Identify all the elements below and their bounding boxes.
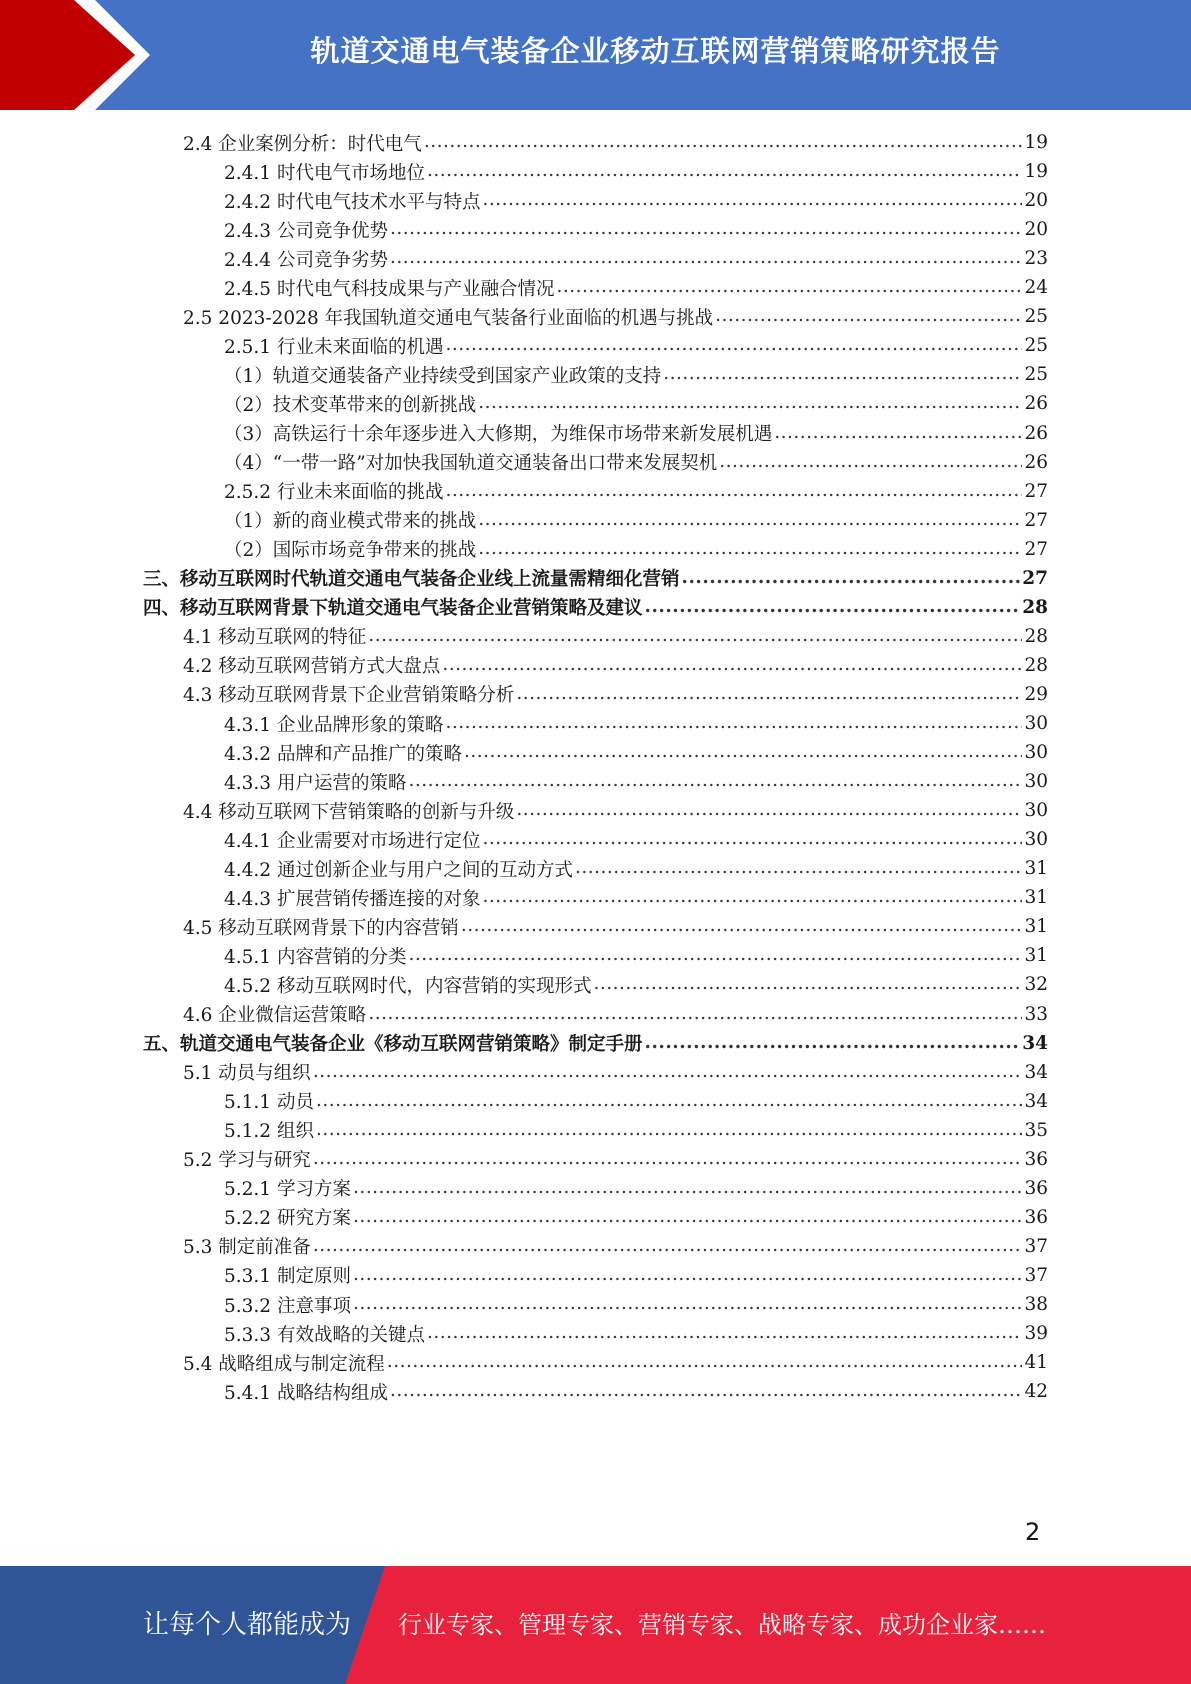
toc-entry-page: 20	[1024, 190, 1048, 212]
toc-entry-title: 五、轨道交通电气装备企业《移动互联网营销策略》制定手册	[143, 1034, 643, 1056]
toc-entry-title: 2.4.1 时代电气市场地位	[224, 162, 425, 184]
toc-dot-leader	[424, 127, 1023, 158]
toc-entry-title: 4.3 移动互联网背景下企业营销策略分析	[183, 685, 515, 707]
toc-entry-page: 27	[1024, 480, 1048, 502]
toc-entry-title: 4.3.2 品牌和产品推广的策略	[224, 743, 462, 765]
toc-dot-leader	[390, 243, 1022, 274]
toc-entry[interactable]	[224, 156, 1048, 187]
toc-entry[interactable]	[183, 999, 1048, 1030]
toc-entry-page: 27	[1024, 538, 1048, 560]
toc-dot-leader	[368, 999, 1022, 1030]
footer-slogan-left: 让每个人都能成为	[143, 1610, 352, 1640]
toc-entry[interactable]	[224, 447, 1048, 478]
toc-entry-page: 32	[1024, 974, 1048, 996]
toc-entry-title: 2.4.2 时代电气技术水平与特点	[224, 191, 481, 213]
toc-dot-leader	[482, 824, 1022, 855]
toc-entry-page: 37	[1024, 1264, 1048, 1286]
toc-entry-page: 41	[1024, 1352, 1048, 1374]
toc-entry[interactable]	[224, 505, 1048, 536]
toc-dot-leader	[408, 766, 1022, 797]
toc-entry[interactable]	[143, 1028, 1048, 1059]
toc-entry-page: 36	[1024, 1148, 1048, 1170]
toc-dot-leader	[390, 1376, 1022, 1407]
toc-dot-leader	[316, 1115, 1023, 1146]
toc-entry-title: 5.1 动员与组织	[183, 1063, 311, 1085]
toc-entry-title: 5.3.3 有效战略的关键点	[224, 1324, 425, 1346]
toc-entry-title: （4）“一带一路”对加快我国轨道交通装备出口带来发展契机	[224, 453, 718, 475]
toc-dot-leader	[445, 476, 1022, 507]
toc-dot-leader	[516, 795, 1022, 826]
toc-entry-title: 4.6 企业微信运营策略	[183, 1005, 367, 1026]
toc-entry-page: 25	[1024, 364, 1048, 386]
toc-dot-leader	[353, 1260, 1023, 1291]
toc-dot-leader	[445, 330, 1022, 361]
toc-entry[interactable]	[183, 650, 1048, 681]
toc-entry[interactable]	[224, 388, 1048, 419]
toc-entry-title: 2.4.3 公司竞争优势	[224, 220, 388, 242]
toc-entry-title: （2）国际市场竞争带来的挑战	[224, 540, 477, 562]
toc-dot-leader	[353, 1202, 1023, 1233]
toc-dot-leader	[663, 359, 1022, 390]
toc-entry[interactable]	[143, 592, 1048, 623]
toc-entry[interactable]	[224, 853, 1048, 884]
toc-entry-title: 2.4.4 公司竞争劣势	[224, 249, 388, 271]
toc-entry-title: 4.4.1 企业需要对市场进行定位	[224, 830, 481, 852]
toc-entry-page: 37	[1024, 1235, 1048, 1257]
toc-entry-title: 2.4 企业案例分析：时代电气	[183, 133, 422, 155]
toc-dot-leader	[575, 853, 1022, 884]
footer-slogan-right: 行业专家、管理专家、营销专家、战略专家、成功企业家……	[398, 1611, 1046, 1639]
toc-dot-leader	[353, 1289, 1023, 1320]
toc-entry[interactable]	[224, 330, 1048, 361]
toc-dot-leader	[478, 388, 1022, 419]
toc-dot-leader	[316, 1086, 1023, 1117]
toc-entry[interactable]	[224, 272, 1048, 303]
toc-entry-title: （1）轨道交通装备产业持续受到国家产业政策的支持	[224, 365, 662, 387]
toc-entry-title: 4.5 移动互联网背景下的内容营销	[183, 917, 459, 939]
toc-dot-leader	[719, 447, 1022, 478]
toc-entry-page: 19	[1024, 161, 1048, 183]
toc-entry-page: 25	[1024, 306, 1048, 328]
toc-entry-page: 30	[1024, 742, 1048, 764]
toc-entry-page: 33	[1024, 1003, 1048, 1025]
toc-entry[interactable]	[224, 214, 1048, 245]
toc-entry[interactable]	[224, 1115, 1048, 1146]
toc-dot-leader	[556, 272, 1022, 303]
toc-entry[interactable]	[183, 1144, 1048, 1175]
toc-dot-leader	[482, 882, 1022, 913]
report-title: 轨道交通电气装备企业移动互联网营销策略研究报告	[310, 34, 1001, 68]
toc-entry[interactable]	[224, 824, 1048, 855]
page-header	[0, 0, 1191, 110]
toc-entry-title: 三、移动互联网时代轨道交通电气装备企业线上流量需精细化营销	[143, 569, 680, 591]
toc-dot-leader	[682, 563, 1021, 594]
toc-dot-leader	[461, 911, 1023, 942]
toc-entry-title: 4.3.3 用户运营的策略	[224, 772, 407, 794]
toc-entry-page: 28	[1022, 596, 1048, 618]
toc-entry[interactable]	[143, 563, 1048, 594]
toc-entry-page: 34	[1022, 1032, 1048, 1054]
toc-entry-page: 28	[1024, 654, 1048, 676]
toc-entry-page: 36	[1024, 1177, 1048, 1199]
toc-entry[interactable]	[183, 1347, 1048, 1378]
toc-entry-page: 25	[1024, 335, 1048, 357]
toc-entry[interactable]	[183, 127, 1048, 158]
toc-dot-leader	[464, 737, 1022, 768]
toc-entry[interactable]	[183, 301, 1048, 332]
toc-entry[interactable]	[224, 1260, 1048, 1291]
toc-entry[interactable]	[224, 1376, 1048, 1407]
toc-entry-title: 2.5.2 行业未来面临的挑战	[224, 482, 444, 504]
toc-entry-page: 38	[1024, 1294, 1048, 1315]
toc-dot-leader	[408, 940, 1022, 971]
toc-entry-title: （2）技术变革带来的创新挑战	[224, 394, 477, 416]
toc-entry-page: 26	[1024, 393, 1048, 415]
toc-entry-title: 4.2 移动互联网营销方式大盘点	[183, 656, 441, 678]
toc-dot-leader	[313, 1231, 1023, 1262]
toc-entry-page: 26	[1024, 422, 1048, 444]
toc-entry-page: 34	[1024, 1061, 1048, 1083]
toc-dot-leader	[427, 1318, 1022, 1349]
toc-dot-leader	[715, 301, 1022, 332]
toc-dot-leader	[478, 505, 1022, 536]
toc-entry-page: 27	[1022, 567, 1048, 589]
toc-entry-title: 5.3.1 制定原则	[224, 1266, 351, 1288]
toc-entry-page: 28	[1024, 625, 1048, 647]
toc-entry[interactable]	[224, 359, 1048, 390]
toc-entry-title: （3）高铁运行十余年逐步进入大修期，为维保市场带来新发展机遇	[224, 424, 773, 445]
toc-entry[interactable]	[224, 766, 1048, 797]
toc-dot-leader	[593, 969, 1022, 1000]
toc-entry-title: 5.3 制定前准备	[183, 1237, 311, 1259]
toc-dot-leader	[390, 214, 1022, 245]
header-chevron-red	[0, 0, 140, 110]
toc-entry[interactable]	[224, 1173, 1048, 1204]
toc-entry[interactable]	[224, 708, 1048, 739]
toc-entry-title: 4.1 移动互联网的特征	[183, 627, 367, 649]
toc-dot-leader	[368, 621, 1022, 652]
toc-entry-title: 5.4.1 战略结构组成	[224, 1382, 388, 1404]
toc-entry[interactable]	[224, 1202, 1048, 1233]
toc-entry-title: （1）新的商业模式带来的挑战	[224, 511, 477, 533]
toc-entry-title: 5.2.1 学习方案	[224, 1179, 351, 1201]
toc-entry[interactable]	[224, 1086, 1048, 1117]
toc-entry[interactable]	[224, 1289, 1048, 1320]
toc-entry-title: 5.2 学习与研究	[183, 1150, 311, 1172]
toc-entry-page: 30	[1024, 713, 1048, 734]
toc-entry-title: 4.3.1 企业品牌形象的策略	[224, 714, 444, 736]
toc-entry-page: 29	[1024, 683, 1048, 705]
toc-entry-page: 27	[1024, 509, 1048, 531]
page-footer	[0, 1566, 1191, 1684]
toc-entry[interactable]	[224, 185, 1048, 216]
toc-entry-page: 39	[1024, 1323, 1048, 1345]
toc-entry-page: 31	[1024, 916, 1048, 938]
toc-entry-title: 4.4.3 扩展营销传播连接的对象	[224, 888, 481, 910]
toc-dot-leader	[645, 1028, 1021, 1059]
toc-entry-title: 2.4.5 时代电气科技成果与产业融合情况	[224, 278, 555, 300]
toc-entry[interactable]	[183, 1231, 1048, 1262]
toc-dot-leader	[445, 708, 1022, 739]
toc-entry-page: 26	[1024, 451, 1048, 473]
toc-dot-leader	[442, 650, 1022, 681]
toc-entry-page: 31	[1024, 858, 1048, 880]
toc-entry[interactable]	[224, 940, 1048, 971]
toc-entry-page: 36	[1024, 1206, 1048, 1228]
toc-entry-title: 4.4 移动互联网下营销策略的创新与升级	[183, 801, 515, 823]
toc-entry[interactable]	[183, 679, 1048, 710]
toc-entry-title: 2.5.1 行业未来面临的机遇	[224, 336, 444, 358]
toc-entry[interactable]	[224, 737, 1048, 768]
toc-dot-leader	[645, 592, 1021, 623]
toc-entry-title: 5.1.1 动员	[224, 1092, 314, 1114]
toc-entry-title: 2.5 2023-2028 年我国轨道交通电气装备行业面临的机遇与挑战	[183, 307, 714, 329]
toc-entry-title: 4.5.2 移动互联网时代，内容营销的实现形式	[224, 975, 592, 997]
toc-dot-leader	[387, 1347, 1023, 1378]
toc-entry-title: 5.4 战略组成与制定流程	[183, 1353, 385, 1375]
toc-entry-title: 5.2.2 研究方案	[224, 1208, 351, 1230]
toc-entry-page: 30	[1024, 800, 1048, 822]
toc-dot-leader	[482, 185, 1022, 216]
toc-entry[interactable]	[224, 882, 1048, 913]
toc-dot-leader	[353, 1173, 1023, 1204]
toc-entry[interactable]	[224, 534, 1048, 565]
toc-entry-page: 30	[1024, 829, 1048, 851]
toc-entry[interactable]	[183, 795, 1048, 826]
toc-entry[interactable]	[224, 418, 1048, 449]
toc-entry[interactable]	[224, 1318, 1048, 1349]
toc-entry-page: 35	[1024, 1119, 1048, 1141]
toc-entry-page: 31	[1024, 887, 1048, 909]
toc-entry[interactable]	[224, 243, 1048, 274]
toc-dot-leader	[774, 418, 1022, 449]
toc-entry[interactable]	[224, 969, 1048, 1000]
toc-dot-leader	[427, 156, 1022, 187]
toc-dot-leader	[313, 1144, 1023, 1175]
toc-entry[interactable]	[183, 1057, 1048, 1088]
toc-dot-leader	[516, 679, 1022, 710]
toc-entry-title: 5.3.2 注意事项	[224, 1295, 351, 1317]
toc-entry[interactable]	[183, 621, 1048, 652]
toc-entry-page: 20	[1024, 219, 1048, 241]
toc-entry-page: 42	[1024, 1381, 1048, 1403]
toc-entry[interactable]	[224, 476, 1048, 507]
toc-entry-title: 5.1.2 组织	[224, 1121, 314, 1143]
toc-dot-leader	[478, 534, 1022, 565]
toc-entry-title: 四、移动互联网背景下轨道交通电气装备企业营销策略及建议	[143, 598, 643, 620]
toc-entry-title: 4.4.2 通过创新企业与用户之间的互动方式	[224, 859, 573, 881]
toc-entry-page: 30	[1024, 771, 1048, 793]
page-number: 2	[1025, 1518, 1041, 1546]
toc-entry-page: 31	[1024, 945, 1048, 967]
toc-entry-page: 24	[1024, 277, 1048, 299]
toc-entry-page: 23	[1024, 248, 1048, 270]
toc-entry-page: 19	[1024, 132, 1048, 153]
toc-entry-title: 4.5.1 内容营销的分类	[224, 946, 407, 968]
toc-entry[interactable]	[183, 911, 1048, 942]
toc-entry-page: 34	[1024, 1090, 1048, 1112]
toc-dot-leader	[313, 1057, 1023, 1088]
